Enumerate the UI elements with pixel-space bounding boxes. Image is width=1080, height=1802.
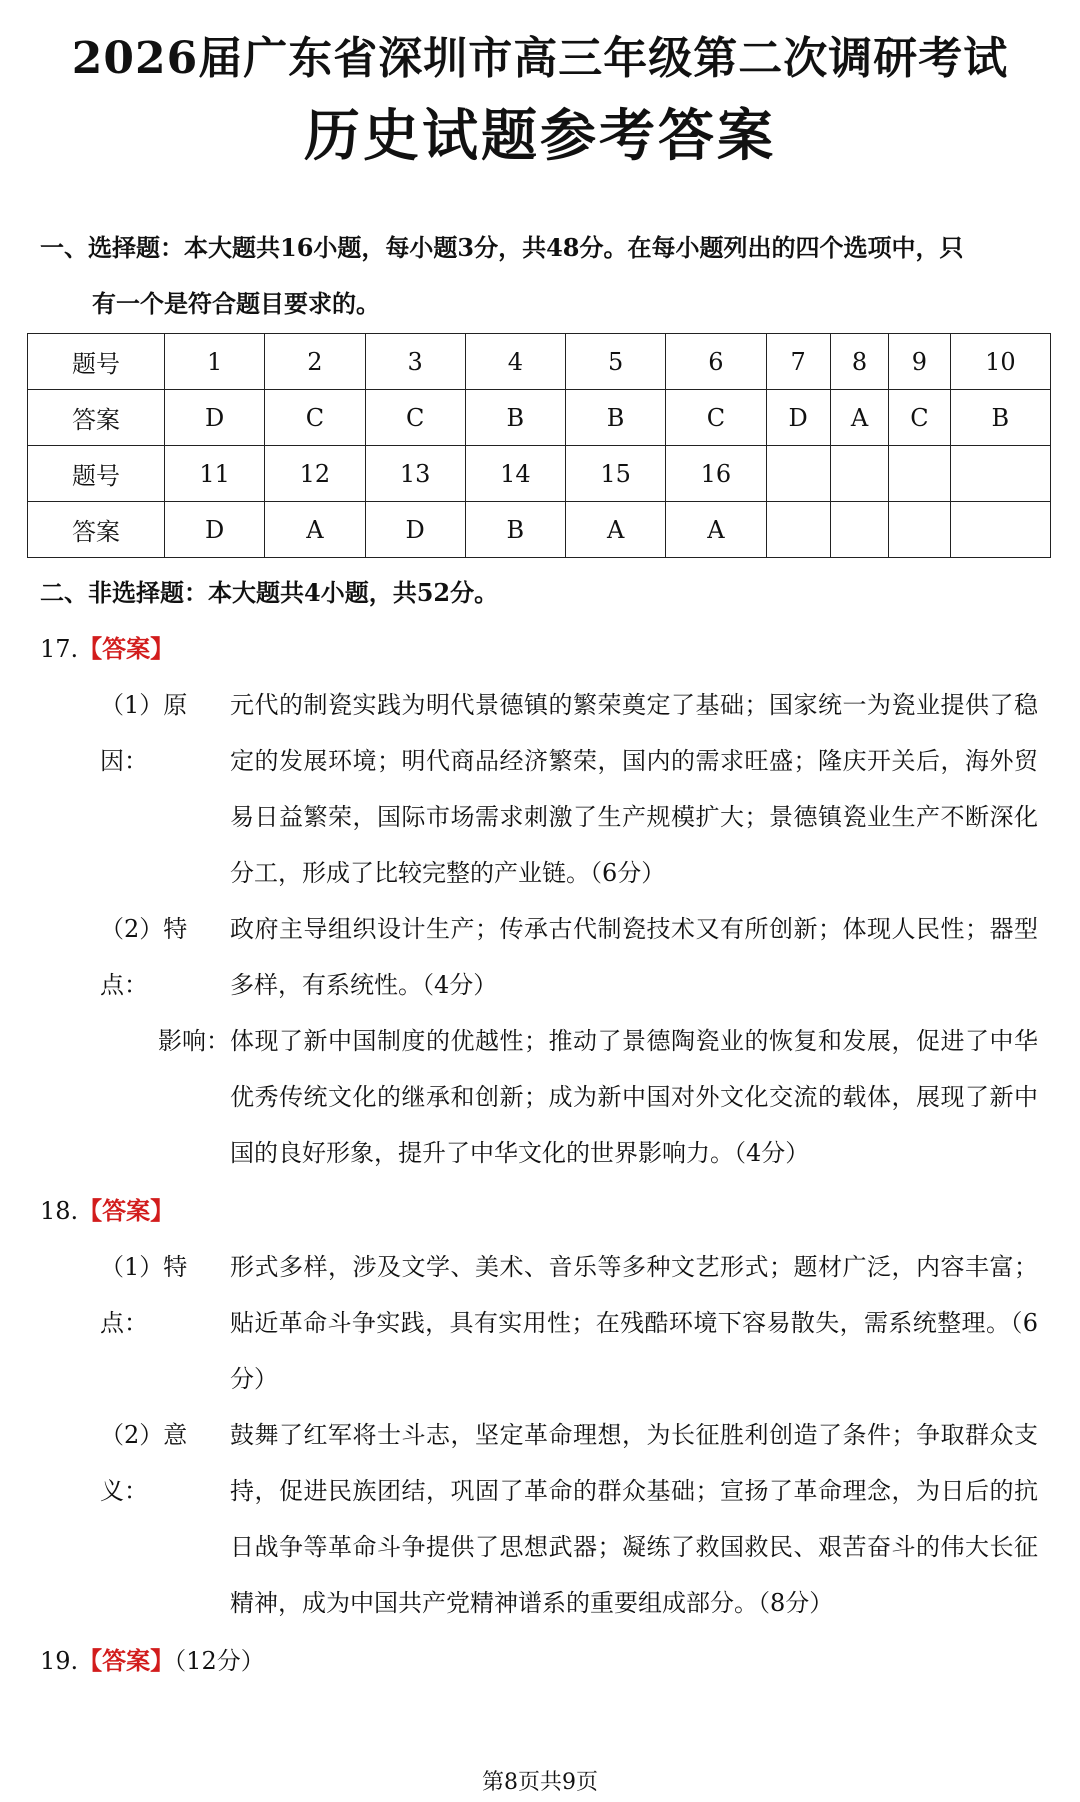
- answer-table: [27, 333, 1051, 558]
- table-cell: B: [566, 390, 666, 446]
- table-cell: 6: [666, 334, 766, 390]
- q17-part3-text: 体现了新中国制度的优越性；推动了景德陶瓷业的恢复和发展，促进了中华优秀传统文化的继承和创新；成为新中国对外文化交流的载体，展现了新中国的良好形象，提升了中华文化的世界影响力。（4分）: [230, 1027, 1038, 1167]
- table-cell: C: [365, 390, 465, 446]
- table-cell: B: [465, 390, 565, 446]
- table-cell: 1: [165, 334, 265, 390]
- table-cell: [950, 502, 1050, 558]
- table-cell: B: [465, 502, 565, 558]
- table-cell: D: [165, 502, 265, 558]
- q18-number: 18.: [40, 1197, 79, 1225]
- q17-part3-label: 影响：: [158, 1027, 230, 1055]
- table-row: [28, 502, 1051, 558]
- table-cell: C: [666, 390, 766, 446]
- page-title: 历史试题参考答案: [304, 103, 776, 169]
- row-label-answer: 答案: [28, 390, 165, 446]
- table-cell: [889, 446, 951, 502]
- q18-part2-text: 鼓舞了红军将士斗志，坚定革命理想，为长征胜利创造了条件；争取群众支持，促进民族团结，巩固了革命的群众基础；宣扬了革命理念，为日后的抗日战争等革命斗争提供了思想武器；凝练了救国救民、艰苦奋斗的伟大长征精神，成为中国共产党精神谱系的重要组成部分。（8分）: [230, 1421, 1038, 1617]
- table-cell: D: [365, 502, 465, 558]
- table-cell: C: [889, 390, 951, 446]
- table-cell: [766, 502, 830, 558]
- table-cell: 5: [566, 334, 666, 390]
- table-cell: [830, 502, 888, 558]
- section1-heading-line2: 有一个是符合题目要求的。: [92, 289, 380, 318]
- row-label-number: 题号: [28, 446, 165, 502]
- q18-part1-text: 形式多样，涉及文学、美术、音乐等多种文艺形式；题材广泛，内容丰富；贴近革命斗争实践，具有实用性；在残酷环境下容易散失，需系统整理。（6分）: [230, 1253, 1038, 1393]
- q19-heading: [40, 1633, 265, 1689]
- exam-title: 2026届广东省深圳市高三年级第二次调研考试: [71, 33, 1009, 84]
- q18-part1: [100, 1239, 1050, 1407]
- table-cell: 4: [465, 334, 565, 390]
- table-cell: 11: [165, 446, 265, 502]
- q18-part2-label: （2）意义：: [100, 1421, 188, 1505]
- q17-part2-label: （2）特点：: [100, 915, 188, 999]
- table-row: [28, 446, 1051, 502]
- section1-heading-line1: 一、选择题：本大题共16小题，每小题3分，共48分。在每小题列出的四个选项中，只: [40, 233, 964, 262]
- table-cell: 8: [830, 334, 888, 390]
- table-cell: A: [265, 502, 365, 558]
- q17-part1-label: （1）原因：: [100, 691, 188, 775]
- table-cell: 16: [666, 446, 766, 502]
- table-row: [28, 390, 1051, 446]
- q17-part2-text: 政府主导组织设计生产；传承古代制瓷技术又有所创新；体现人民性；器型多样，有系统性。（4分）: [230, 915, 1038, 999]
- table-cell: B: [950, 390, 1050, 446]
- table-cell: A: [830, 390, 888, 446]
- q17-heading: [40, 621, 174, 677]
- table-cell: [950, 446, 1050, 502]
- table-cell: C: [265, 390, 365, 446]
- q17-answer-tag: 【答案】: [78, 634, 175, 663]
- table-cell: 10: [950, 334, 1050, 390]
- table-cell: [830, 446, 888, 502]
- table-cell: A: [666, 502, 766, 558]
- table-cell: [889, 502, 951, 558]
- q18-answer-tag: 【答案】: [78, 1196, 175, 1225]
- table-cell: 2: [265, 334, 365, 390]
- q17-part1: [100, 677, 1050, 901]
- table-cell: [766, 446, 830, 502]
- q19-number: 19.: [40, 1647, 79, 1675]
- table-cell: 3: [365, 334, 465, 390]
- table-cell: 15: [566, 446, 666, 502]
- table-cell: 9: [889, 334, 951, 390]
- table-cell: 14: [465, 446, 565, 502]
- q18-part1-label: （1）特点：: [100, 1253, 188, 1337]
- q18-part2: [100, 1407, 1050, 1631]
- q17-number: 17.: [40, 635, 79, 663]
- row-label-answer: 答案: [28, 502, 165, 558]
- table-cell: 7: [766, 334, 830, 390]
- table-cell: 12: [265, 446, 365, 502]
- table-cell: 13: [365, 446, 465, 502]
- table-row: [28, 334, 1051, 390]
- q19-answer-tag: 【答案】: [78, 1646, 175, 1675]
- table-cell: A: [566, 502, 666, 558]
- q17-part3: [100, 1013, 1050, 1181]
- q17-part2: [100, 901, 1050, 1013]
- q19-score: （12分）: [174, 1647, 265, 1675]
- q17-part1-text: 元代的制瓷实践为明代景德镇的繁荣奠定了基础；国家统一为瓷业提供了稳定的发展环境；明代商品经济繁荣，国内的需求旺盛；隆庆开关后，海外贸易日益繁荣，国际市场需求刺激了生产规模扩大；景德镇瓷业生产不断深化分工，形成了比较完整的产业链。（6分）: [230, 691, 1038, 887]
- section1-heading: [40, 220, 1050, 332]
- q18-heading: [40, 1183, 174, 1239]
- row-label-number: 题号: [28, 334, 165, 390]
- section2-heading: 二、非选择题：本大题共4小题，共52分。: [40, 578, 499, 607]
- table-cell: D: [766, 390, 830, 446]
- page-number: 第8页共9页: [482, 1770, 598, 1795]
- table-cell: D: [165, 390, 265, 446]
